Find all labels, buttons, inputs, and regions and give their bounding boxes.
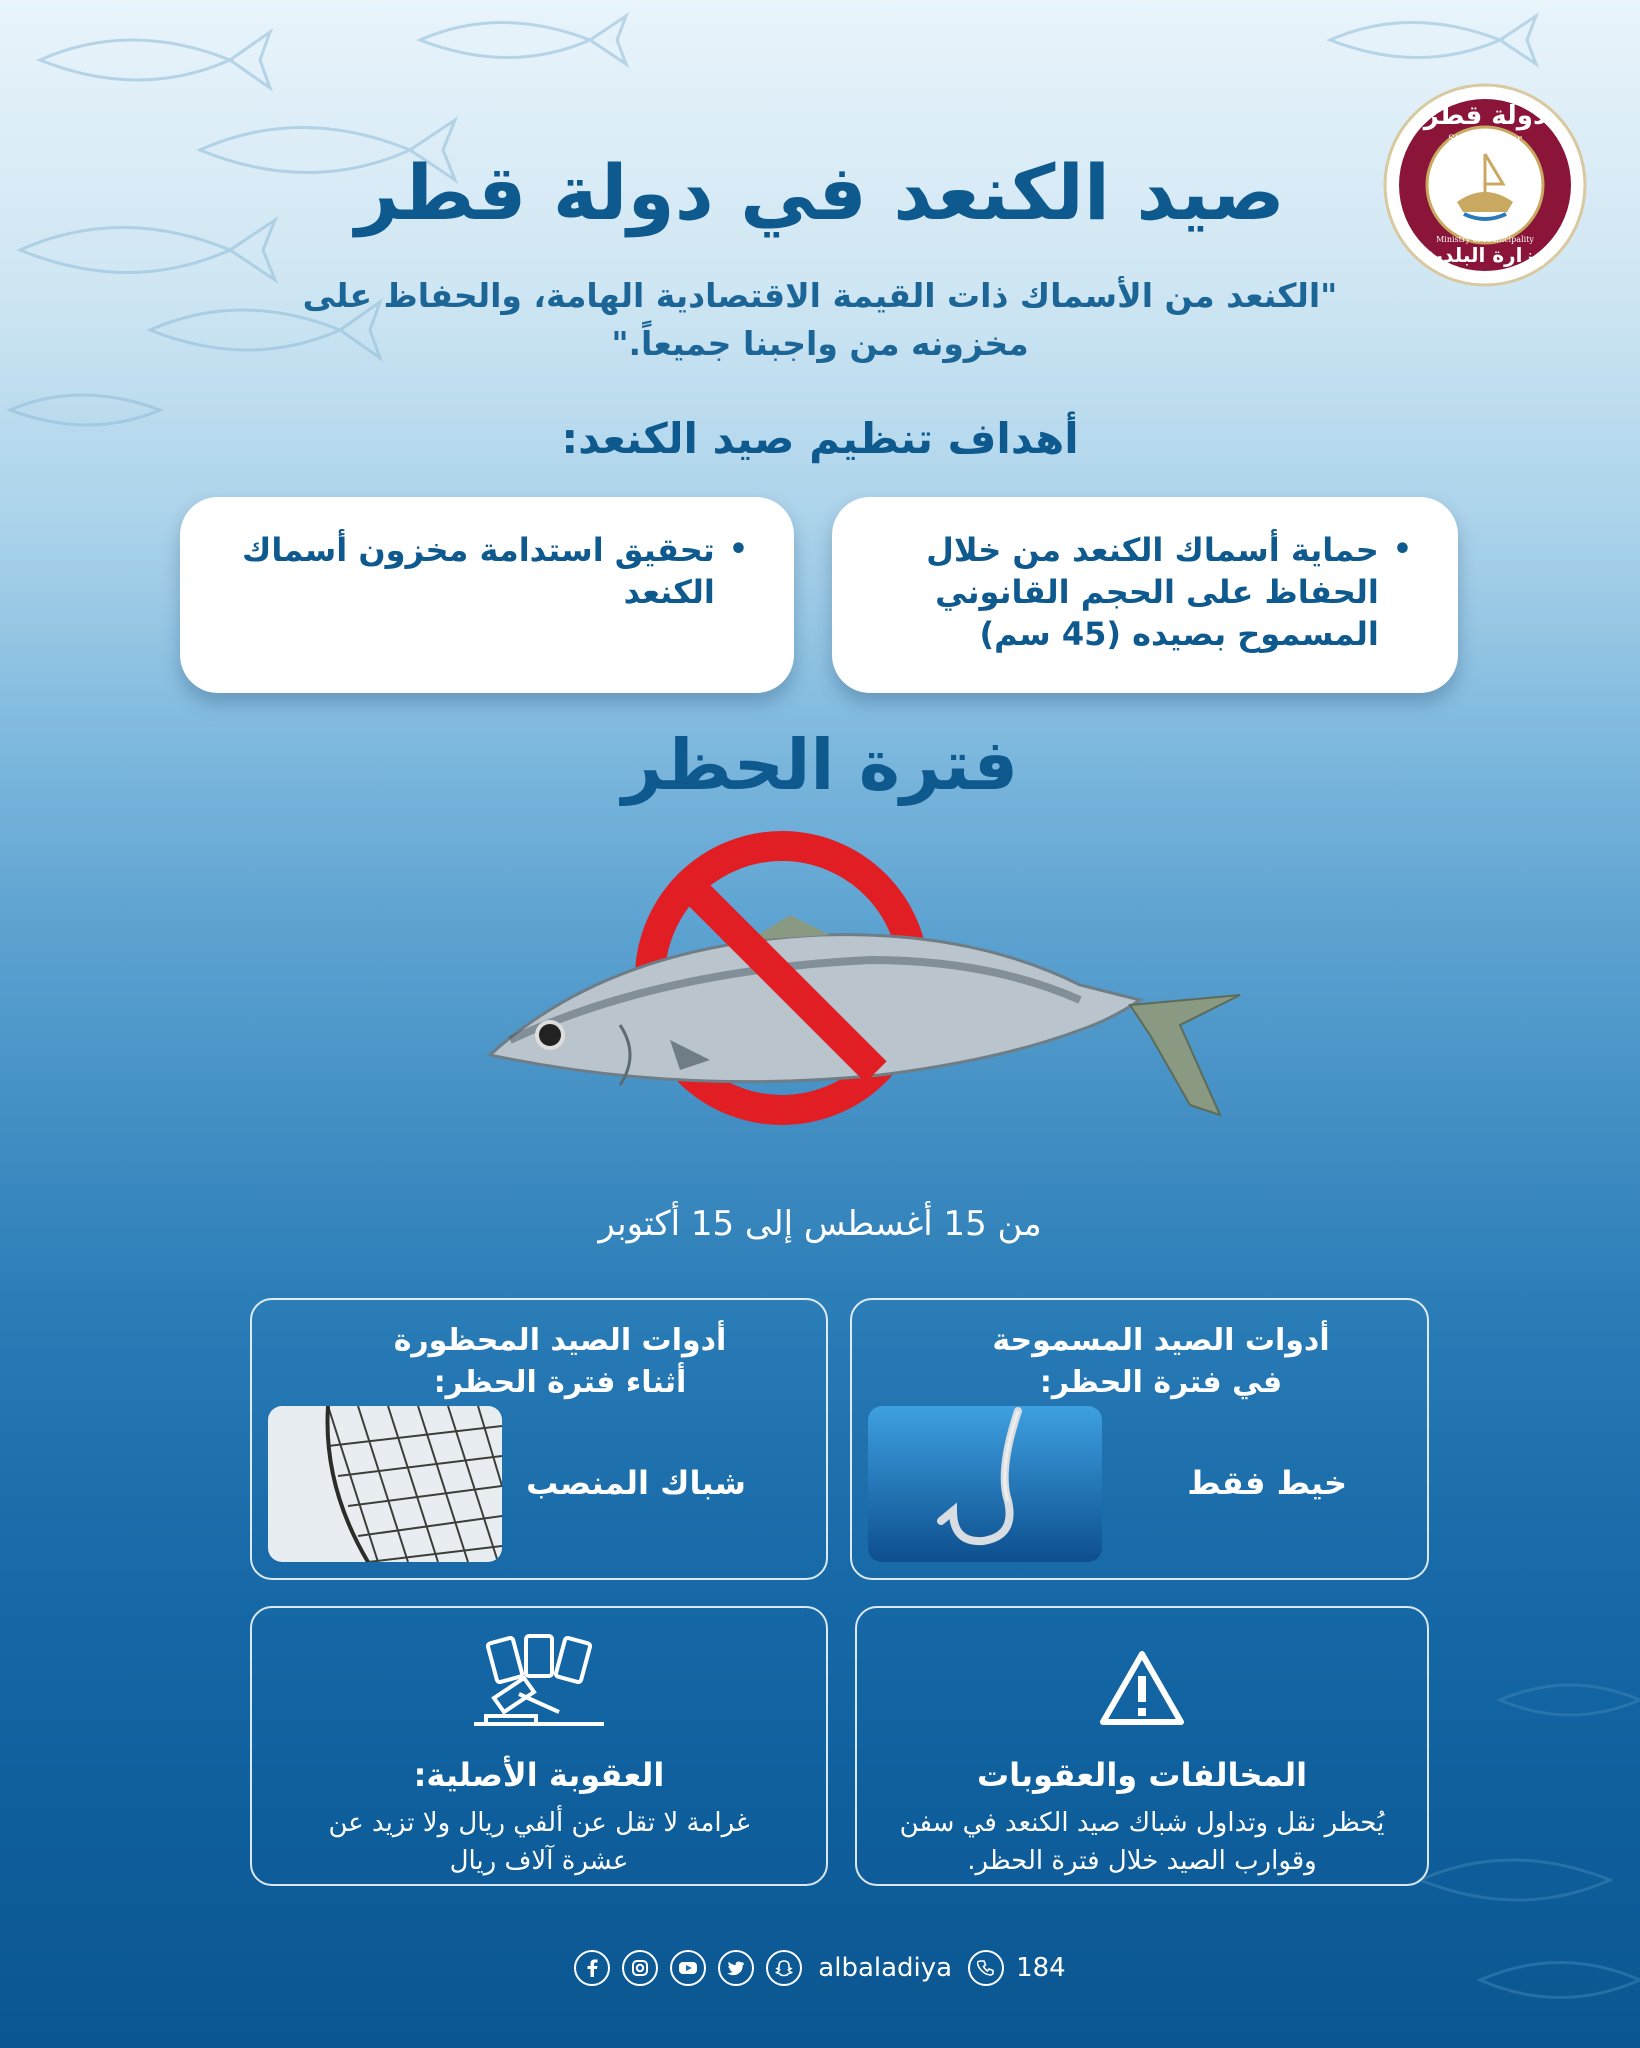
goal-card-sustainability xyxy=(180,497,794,693)
prohibited-tool-label: شباك المنصب xyxy=(526,1464,746,1502)
bullet-dot: • xyxy=(1392,532,1412,567)
ban-period-title: فترة الحظر xyxy=(621,724,1019,806)
logo-en-ministry: Ministry of Municipality xyxy=(1436,235,1534,244)
hotline-number[interactable]: 184 xyxy=(1016,1953,1066,1983)
violations-card xyxy=(855,1606,1429,1886)
logo-bottom-text: وزارة البلدية xyxy=(1423,243,1547,267)
penalty-body: غرامة لا تقل عن ألفي ريال ولا تزيد عن عشرة آلاف ريال xyxy=(328,1808,750,1876)
prohibited-tools-title: أدوات الصيد المحظورة أثناء فترة الحظر: xyxy=(393,1323,727,1400)
penalty-card xyxy=(250,1606,828,1886)
allowed-tool-label: خيط فقط xyxy=(1187,1464,1347,1502)
intro-quote: "الكنعد من الأسماك ذات القيمة الاقتصادية الهامة، والحفاظ على مخزونه من واجبنا جميعاً." xyxy=(302,276,1338,363)
page-title: صيد الكنعد في دولة قطر xyxy=(355,148,1285,237)
phone-icon[interactable] xyxy=(968,1950,1004,1986)
violations-body: يُحظر نقل وتداول شباك صيد الكنعد في سفن وقوارب الصيد خلال فترة الحظر. xyxy=(899,1808,1385,1876)
fine-gavel-icon xyxy=(464,1634,614,1730)
logo-en-state: State Of Qatar xyxy=(1448,134,1522,145)
warning-icon xyxy=(1097,1648,1187,1728)
penalty-title: العقوبة الأصلية: xyxy=(413,1756,665,1794)
violations-title: المخالفات والعقوبات xyxy=(976,1756,1308,1794)
bullet-dot: • xyxy=(728,532,748,567)
logo-top-text: دولة قطر xyxy=(1423,101,1547,131)
goal-card-protection xyxy=(832,497,1458,693)
fish-ban-illustration xyxy=(470,830,1250,1170)
instagram-icon[interactable] xyxy=(622,1950,658,1986)
social-handle[interactable]: albaladiya xyxy=(818,1953,953,1983)
goals-title: أهداف تنظيم صيد الكنعد: xyxy=(561,414,1079,463)
facebook-icon[interactable] xyxy=(574,1950,610,1986)
twitter-icon[interactable] xyxy=(718,1950,754,1986)
fishing-net-image xyxy=(268,1406,502,1562)
prohibited-tools-card xyxy=(250,1298,828,1580)
goal-text: تحقيق استدامة مخزون أسماك الكنعد xyxy=(241,531,715,611)
snapchat-icon[interactable] xyxy=(766,1950,802,1986)
allowed-tools-card xyxy=(850,1298,1429,1580)
fishing-hook-image xyxy=(868,1406,1102,1562)
youtube-icon[interactable] xyxy=(670,1950,706,1986)
goal-text: حماية أسماك الكنعد من خلال الحفاظ على الحجم القانوني المسموح بصيده (45 سم) xyxy=(926,531,1379,653)
ban-period-dates: من 15 أغسطس إلى 15 أكتوبر xyxy=(598,1204,1042,1244)
allowed-tools-title: أدوات الصيد المسموحة في فترة الحظر: xyxy=(992,1323,1330,1400)
social-footer xyxy=(0,1950,1640,1986)
